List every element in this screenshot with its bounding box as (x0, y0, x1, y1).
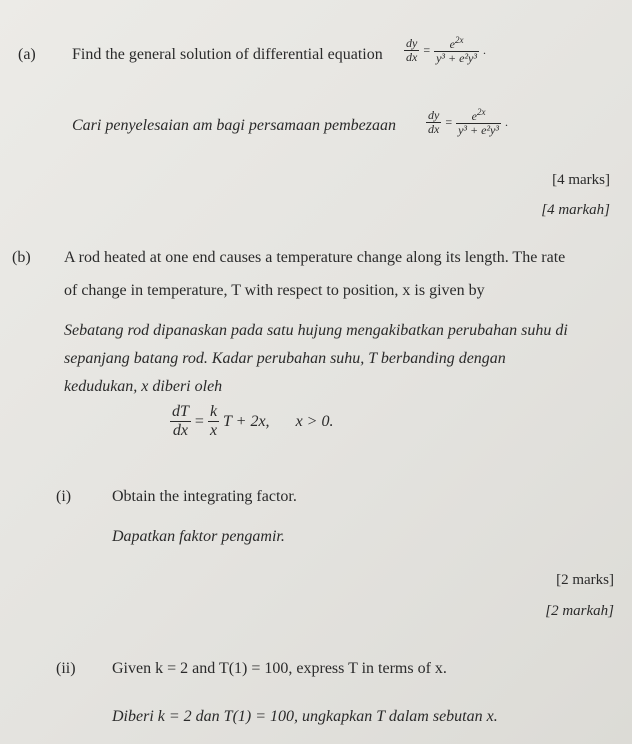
dT-dx-fraction: $\frac{dT}{dx}$ (172, 403, 189, 439)
part-b-i-malay: Dapatkan faktor pengamir. (112, 528, 285, 545)
part-a-equation-english: $\frac{dy}{dx}$ = $\frac{e^{2x}}{\text{y³ + e²y³}}$ . (406, 35, 486, 65)
part-a-marks-english: [4 marks] (552, 172, 610, 188)
part-a-marks-malay: [4 markah] (541, 202, 610, 218)
condition: x > 0. (295, 412, 334, 430)
part-b-i-label: (i) (56, 488, 72, 505)
part-b-equation: $\frac{dT}{dx}$ = $\frac{k}{x}$ T + 2x, x > 0. (172, 403, 334, 439)
part-b-label: (b) (12, 249, 31, 266)
part-a-question-malay: Cari penyelesaian am bagi persamaan pembezaan (72, 117, 396, 134)
part-b-english-line1: A rod heated at one end causes a temperature change along its length. The rate (64, 249, 566, 266)
dy-dx-fraction: $\frac{dy}{dx}$ (406, 36, 418, 64)
k-over-x-fraction: $\frac{k}{x}$ (209, 403, 218, 439)
part-a-question-english: Find the general solution of differential equation (72, 46, 383, 63)
part-b-ii-english: Given k = 2 and T(1) = 100, express T in terms of x. (112, 660, 447, 677)
part-b-english-line2: of change in temperature, T with respect to position, x is given by (64, 282, 485, 299)
part-b-malay-line3: kedudukan, x diberi oleh (64, 378, 223, 395)
part-b-i-marks-malay: [2 markah] (545, 603, 614, 619)
part-a-label: (a) (18, 46, 36, 63)
part-b-malay-line2: sepanjang batang rod. Kadar perubahan suhu, T berbanding dengan (64, 350, 506, 367)
part-b-ii-malay: Diberi k = 2 dan T(1) = 100, ungkapkan T dalam sebutan x. (112, 708, 498, 725)
part-b-i-english: Obtain the integrating factor. (112, 488, 297, 505)
part-b-malay-line1: Sebatang rod dipanaskan pada satu hujung mengakibatkan perubahan suhu di (64, 322, 568, 339)
part-b-i-marks-english: [2 marks] (556, 572, 614, 588)
part-a-equation-malay: $\frac{dy}{dx}$ = $\frac{e^{2x}}{\text{y³ + e²y³}}$ . (428, 107, 508, 137)
rhs-fraction: $\frac{e^{2x}}{\text{y³ + e²y³}}$ (436, 35, 477, 65)
part-b-ii-label: (ii) (56, 660, 76, 677)
